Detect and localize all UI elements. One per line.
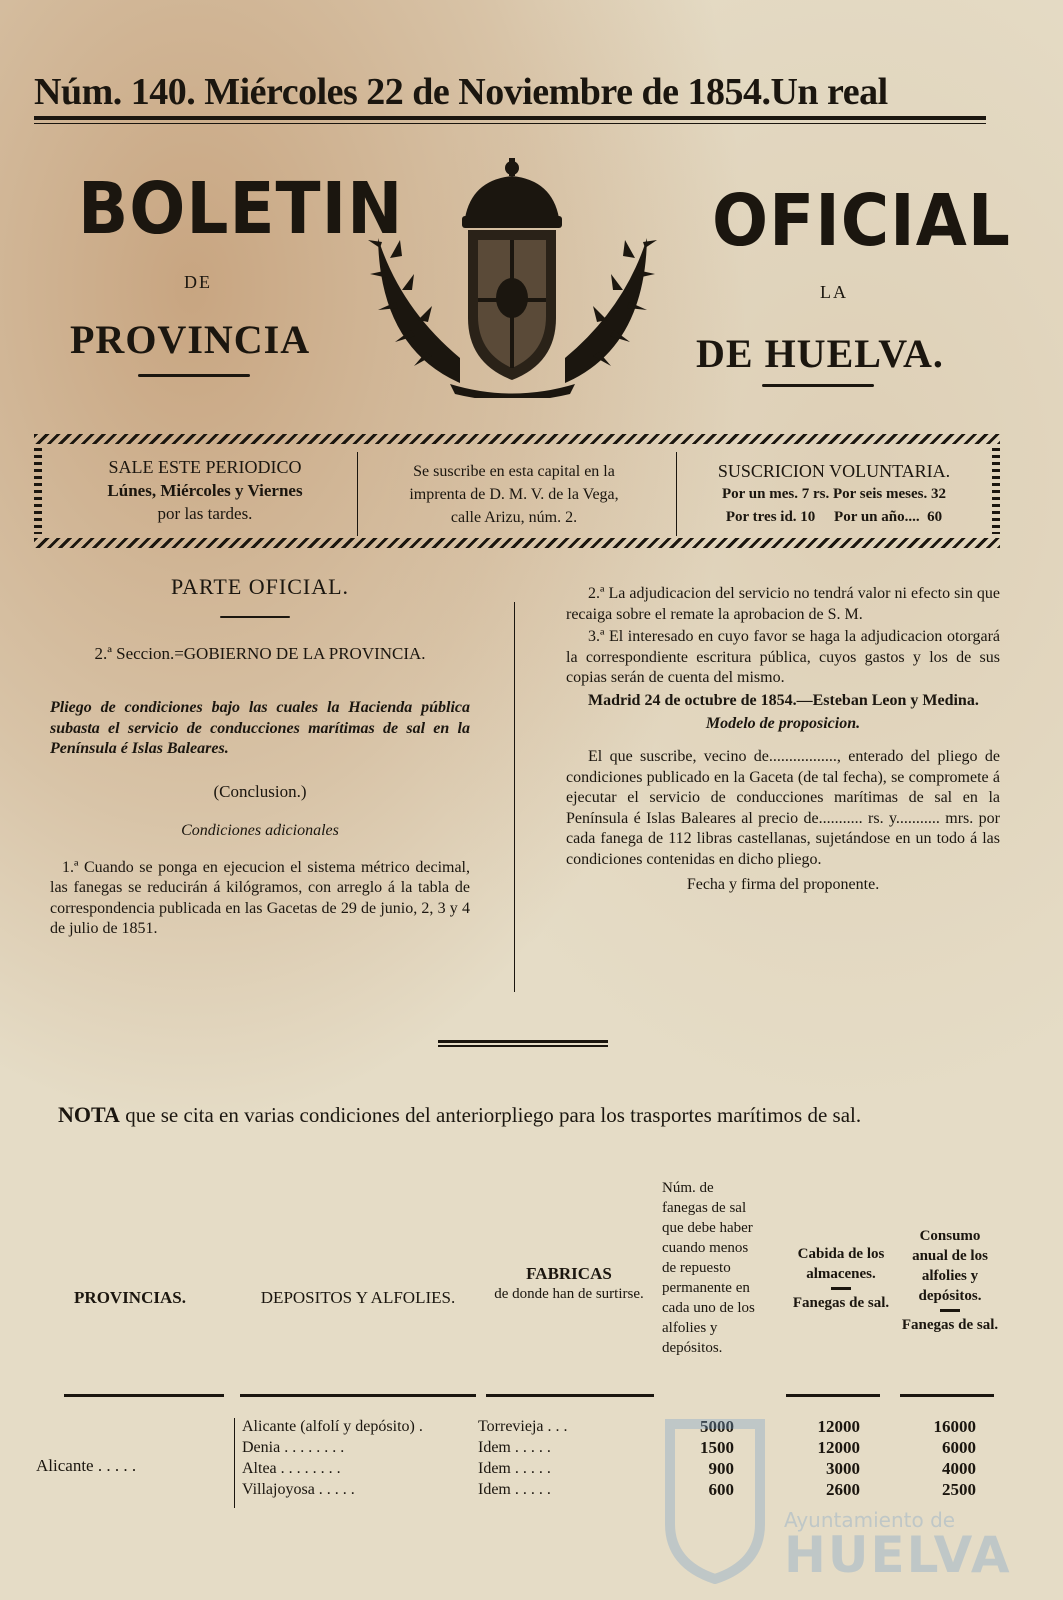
zigzag-border-left: [34, 448, 42, 534]
header-rule-2: [240, 1394, 476, 1397]
zigzag-border-right: [992, 448, 1000, 534]
publication-schedule: [60, 456, 350, 525]
cabida-cell: 12000: [817, 1417, 860, 1436]
section-title: PARTE OFICIAL.: [170, 574, 350, 599]
nota-bold: NOTA: [58, 1102, 120, 1127]
table-row: [242, 1479, 1002, 1500]
deposito-cell: Alicante (alfolí y depósito) .: [242, 1418, 423, 1435]
zigzag-border-bottom: [34, 538, 1000, 548]
prices-heading: SUSCRICION VOLUNTARIA.: [717, 461, 951, 481]
watermark-text-2: HUELVA: [784, 1526, 1012, 1584]
consumo-cell: 4000: [942, 1459, 976, 1478]
header-cabida-rule: [831, 1287, 851, 1290]
header-rule-5: [900, 1394, 994, 1397]
header-cabida-title: Cabida de los almacenes.: [797, 1246, 885, 1282]
section-subtitle: 2.ª Seccion.=GOBIERNO DE LA PROVINCIA.: [94, 644, 426, 663]
header-depositos: DEPOSITOS Y ALFOLIES.: [260, 1288, 456, 1307]
deposito-cell: Altea . . . . . . . .: [242, 1460, 341, 1477]
title-de: DE: [184, 272, 212, 292]
adicionales-heading: Condiciones adicionales: [181, 821, 339, 839]
header-rule-1: [64, 1394, 224, 1397]
prices-line-1: Por un mes. 7 rs. Por seis meses. 32: [721, 486, 946, 502]
watermark-text-1: Ayuntamiento de: [784, 1508, 956, 1532]
cabida-cell: 3000: [826, 1459, 860, 1478]
modelo-heading: Modelo de proposicion.: [705, 715, 861, 732]
fabrica-cell: Idem . . . . .: [478, 1481, 551, 1498]
watermark-shield-icon: [660, 1414, 770, 1584]
left-column: [50, 574, 470, 940]
fabrica-cell: Idem . . . . .: [478, 1439, 551, 1456]
table-row: [242, 1437, 1002, 1458]
cabida-cell: 2600: [826, 1480, 860, 1499]
subscription-location: [364, 460, 664, 529]
masthead-rule: [34, 116, 986, 120]
num-fanegas-cell: 5000: [700, 1417, 734, 1436]
header-consumo-unit: Fanegas de sal.: [901, 1317, 999, 1333]
header-rule-4: [786, 1394, 880, 1397]
fabrica-cell: Idem . . . . .: [478, 1460, 551, 1477]
province-cell: Alicante . . . . .: [36, 1456, 137, 1475]
title-huelva: DE HUELVA.: [696, 331, 944, 376]
consumo-cell: 16000: [933, 1417, 976, 1436]
signature-line: Madrid 24 de octubre de 1854.—Esteban Leon y Medina.: [588, 691, 979, 709]
condition-1: 1.ª Cuando se ponga en ejecucion el sistema métrico decimal, las fanegas se reducirán á kilógramos, con arreglo á la tabla de correspondencia publicada en las Gacetas de 29 de junio, 2, 3 y 4 de julio de 1851.: [50, 858, 470, 937]
coat-of-arms-emblem: [360, 158, 665, 398]
consumo-cell: 6000: [942, 1438, 976, 1457]
condition-2: 2.ª La adjudicacion del servicio no tendrá valor ni efecto sin que recaiga sobre el remate la aprobacion de S. M.: [566, 585, 1000, 623]
table-row: [242, 1458, 1002, 1479]
right-column: [566, 584, 1000, 894]
masthead-rule-thin: [34, 123, 986, 124]
num-fanegas-cell: 1500: [700, 1438, 734, 1457]
row-brace: [234, 1418, 239, 1508]
info-divider-2: [676, 452, 677, 536]
zigzag-border-top: [34, 434, 1000, 444]
table-row: [242, 1416, 1002, 1437]
conclusion-note: (Conclusion.): [213, 781, 307, 801]
masthead-line: Núm. 140. Miércoles 22 de Noviembre de 1854.Un real: [34, 71, 888, 113]
section-ornament: [220, 616, 290, 618]
schedule-heading: SALE ESTE PERIODICO: [108, 457, 302, 477]
consumo-cell: 2500: [942, 1480, 976, 1499]
prices-line-2: Por tres id. 10 Por un año.... 60: [725, 509, 943, 525]
proposal-model: El que suscribe, vecino de................., enterado del pliego de condiciones publicado en la Gaceta (de tal fecha), se compromete á ejecutar el servicio de conducciones marítimas de sal en la Península é Islas Baleares al precio de........... rs. y........... mrs. por cada fanega de 112 libras castellanas, sujetándose en un todo á las condiciones contenidas en dicho pliego.: [566, 748, 1000, 868]
header-consumo: [900, 1226, 1000, 1335]
subscription-prices: [680, 460, 988, 529]
header-fabricas: [494, 1264, 644, 1304]
nota-line: [58, 1102, 998, 1128]
header-consumo-title: Consumo anual de los alfolies y depósitos.: [912, 1228, 988, 1304]
nota-text: que se cita en varias condiciones del anteriorpliego para los trasportes marítimos de sal.: [119, 1103, 862, 1127]
ornament-right: [762, 384, 874, 387]
title-la: LA: [820, 282, 848, 302]
header-consumo-rule: [940, 1309, 960, 1312]
header-num-fanegas: Núm. de fanegas de sal que debe haber cuando menos de repuesto permanente en cada uno de los alfolies y depósitos.: [662, 1180, 755, 1356]
header-cabida-unit: Fanegas de sal.: [792, 1295, 890, 1311]
subscription-line-1: Se suscribe en esta capital en la: [413, 463, 615, 480]
deposito-cell: Villajoyosa . . . . .: [242, 1481, 355, 1498]
deposito-cell: Denia . . . . . . . .: [242, 1439, 345, 1456]
subscription-line-2: imprenta de D. M. V. de la Vega,: [409, 486, 619, 503]
title-provincia: PROVINCIA: [70, 317, 311, 362]
num-fanegas-cell: 600: [708, 1480, 734, 1499]
fabrica-cell: Torrevieja . . .: [478, 1418, 568, 1435]
schedule-days: Lúnes, Miércoles y Viernes: [107, 481, 303, 500]
schedule-time: por las tardes.: [157, 504, 253, 523]
separator-rule: [438, 1040, 608, 1043]
subscription-line-3: calle Arizu, núm. 2.: [450, 509, 578, 526]
condition-3: 3.ª El interesado en cuyo favor se haga la adjudicacion otorgará la correspondiente escritura pública, cuyos gastos y los de sus copias serán de cuenta del mismo.: [566, 628, 1000, 686]
pliego-heading: Pliego de condiciones bajo las cuales la Hacienda pública subasta el servicio de conducciones marítimas de sal en la Península é Islas Baleares.: [50, 699, 470, 757]
ornament-left: [138, 374, 250, 377]
proposal-signature: Fecha y firma del proponente.: [686, 876, 880, 893]
separator-rule-2: [438, 1045, 608, 1047]
header-fabricas-title: FABRICAS: [526, 1264, 612, 1283]
header-rule-3: [486, 1394, 654, 1397]
cabida-cell: 12000: [817, 1438, 860, 1457]
info-divider-1: [357, 452, 358, 536]
column-divider: [514, 602, 515, 992]
title-boletin: BOLETIN: [78, 166, 404, 251]
header-cabida: [786, 1244, 896, 1313]
title-oficial: OFICIAL: [712, 178, 1011, 263]
num-fanegas-cell: 900: [708, 1459, 734, 1478]
header-provincias: PROVINCIAS.: [74, 1288, 186, 1307]
table-body: [242, 1416, 1002, 1500]
header-fabricas-sub: de donde han de surtirse.: [494, 1286, 644, 1302]
